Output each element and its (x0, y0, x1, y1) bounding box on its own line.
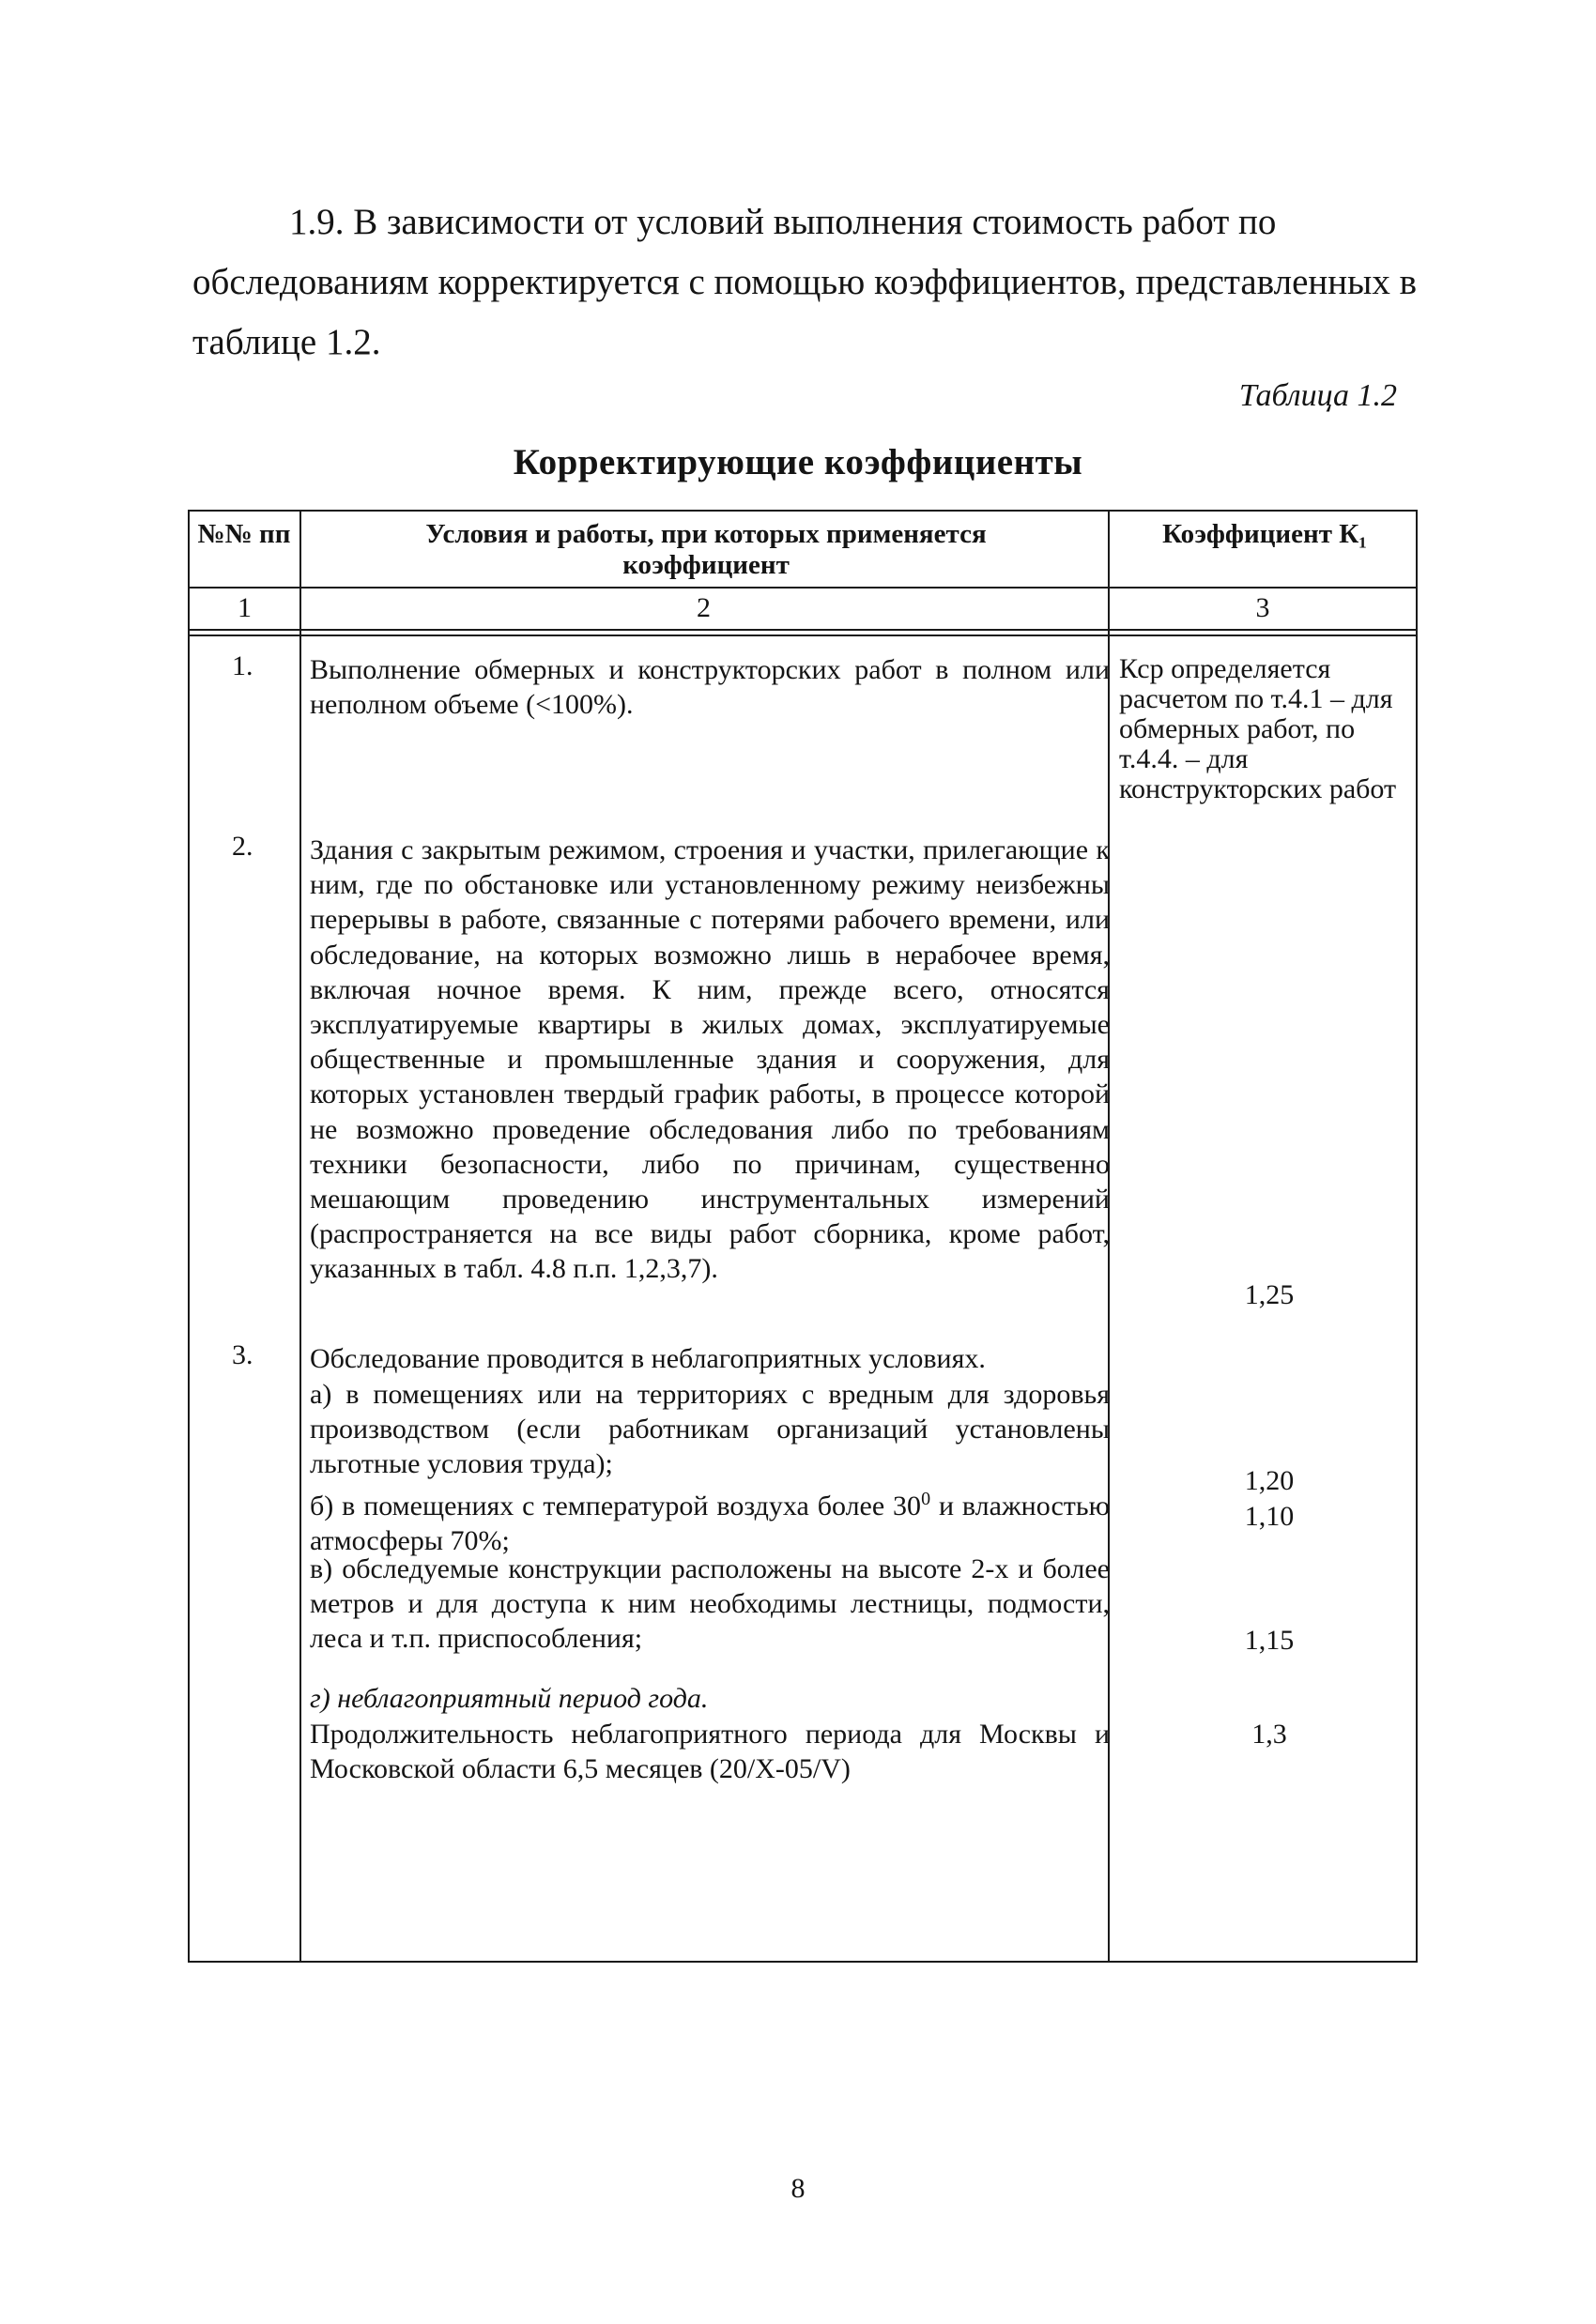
coefficient-value-b: 1,10 (1244, 1501, 1295, 1532)
table-label: Таблица 1.2 (1238, 378, 1397, 413)
coefficient-value-a: 1,20 (1244, 1465, 1295, 1496)
header-conditions: Условия и работы, при которых применяется коэффициент (425, 519, 987, 580)
condition-b-text: б) в помещениях с температурой воздуха более 30 (310, 1491, 922, 1521)
row-divider (190, 629, 1416, 631)
column-divider (299, 512, 301, 1961)
col-number-2: 2 (697, 592, 711, 623)
header-coefficient: Коэффициент К₁ (1162, 519, 1367, 549)
condition-b (310, 1482, 1110, 1558)
condition-text: Выполнение обмерных и конструкторских работ в полном или неполном объеме (<100%). (310, 654, 1110, 721)
page-number: 8 (790, 2173, 806, 2204)
table-title: Корректирующие коэффициенты (513, 442, 1083, 482)
condition-d-details: Продолжительность неблагоприятного периода для Москвы и Московской области 6,5 месяцев (20/X-05/V) (310, 1719, 1110, 1785)
intro-text: 1.9. В зависимости от условий выполнения стоимость работ по обследованиям корректируется с помощью коэффициентов, представленных в таблице 1.2. (192, 202, 1418, 362)
col-number-3: 3 (1255, 592, 1270, 623)
condition-a: а) в помещениях или на территориях с вредным для здоровья производством (если работникам организаций установлены льготные условия труда); (310, 1379, 1110, 1480)
coefficients-table (188, 510, 1418, 1963)
row-number: 3. (232, 1339, 253, 1370)
coefficient-value: 1,25 (1244, 1279, 1295, 1310)
condition-intro: Обследование проводится в неблагоприятных условиях. (310, 1343, 986, 1374)
condition-c: в) обследуемые конструкции расположены на высоте 2-х и более метров и для доступа к ним необходимы лестницы, подмости, леса и т.п. приспособления; (310, 1553, 1110, 1655)
row-divider (190, 587, 1416, 589)
intro-paragraph (192, 192, 1418, 373)
coefficient-note: Кср определяется расчетом по т.4.1 – для обмерных работ, по т.4.4. – для конструкторских работ (1119, 653, 1397, 804)
header-number: №№ пп (197, 519, 291, 549)
coefficient-value-c: 1,15 (1244, 1625, 1295, 1656)
degree-superscript: 0 (921, 1489, 931, 1509)
condition-b-tail: и влажностью атмосферы 70%; (310, 1491, 1110, 1557)
row-divider (190, 635, 1416, 636)
row-number: 1. (232, 650, 253, 681)
col-number-1: 1 (238, 592, 252, 623)
condition-d: г) неблагоприятный период года. (310, 1683, 709, 1714)
row-number: 2. (232, 831, 253, 862)
coefficient-value-d: 1,3 (1251, 1719, 1287, 1750)
condition-text: Здания с закрытым режимом, строения и участки, прилегающие к ним, где по обстановке или установленному режиму неизбежны перерывы в работе, связанные с потерями рабочего времени, или обследование, на которых возможно лишь в нерабочее время, включая ночное время. К ним, прежде всего, относятся эксплуатируемые квартиры в жилых домах, эксплуатируемые общественные и промышленные здания и сооружения, для которых установлен твердый график работы, в процессе которой не возможно проведение обследования либо по требованиям техники безопасности, либо по причинам, существенно мешающим проведению инструментальных измерений (распространяется на все виды работ сборника, кроме работ, указанных в табл. 4.8 п.п. 1,2,3,7). (310, 834, 1110, 1285)
